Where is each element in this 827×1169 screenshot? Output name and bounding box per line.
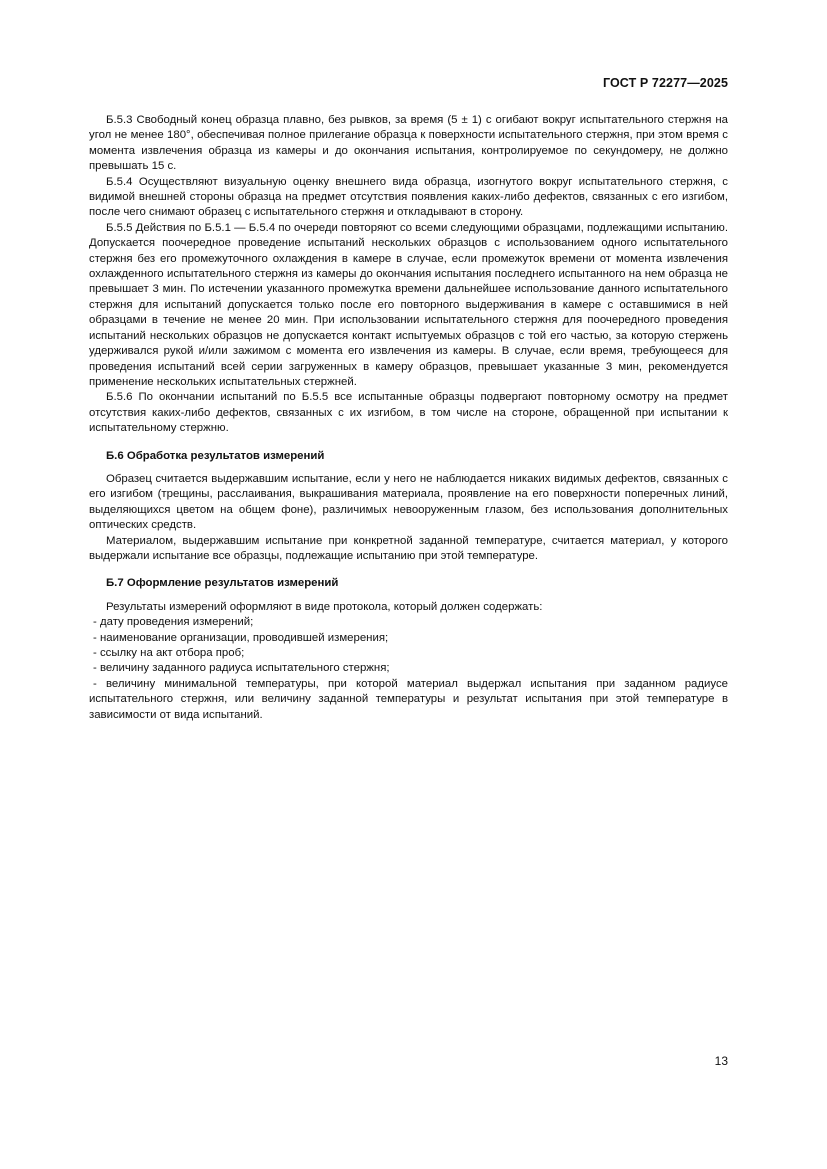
paragraph-b6-2: Материалом, выдержавшим испытание при конкретной заданной температуре, считается материал, у которого выдержали испытание все образцы, подлежащие испытанию при этой температуре. [89, 534, 728, 562]
paragraph-b5-3: Б.5.3 Свободный конец образца плавно, без рывков, за время (5 ± 1) с огибают вокруг испытательного стержня на угол не менее 180°, обеспечивая полное прилегание образца к поверхности испытательного стержня, при этом время с момента извлечения образца из камеры и до окончания испытания, контролируемое по секундомеру, не должно превышать 15 с. [89, 114, 728, 173]
list-item: - дату проведения измерений; [93, 616, 254, 629]
paragraph-b6-1: Образец считается выдержавшим испытание, если у него не наблюдается никаких видимых дефектов, связанных с его изгибом (трещины, расслаивания, выкрашивания материала, проявление на его поверхности поперечных линий, выделяющихся цветом на общем фоне), различимых невооруженным глазом, без использования дополнительных оптических средств. [89, 472, 728, 532]
list-item: - величину минимальной температуры, при которой материал выдержал испытания при заданном радиусе испытательного стержня, или величину заданной температуры и результат испытания при этой температуре в зависимости от вида испытаний. [89, 677, 728, 721]
page-number: 13 [714, 1054, 728, 1068]
paragraph-b5-4: Б.5.4 Осуществляют визуальную оценку внешнего вида образца, изогнутого вокруг испытательного стержня, с видимой внешней стороны образца на предмет отсутствия появления каких-либо дефектов, связанных с его изгибом, после чего снимают образец с испытательного стержня и откладывают в сторону. [89, 175, 728, 219]
document-code: ГОСТ Р 72277—2025 [602, 76, 728, 90]
list-item: - ссылку на акт отбора проб; [93, 647, 245, 659]
section-heading-b6: Б.6 Обработка результатов измерений [106, 449, 325, 462]
section-heading-b7: Б.7 Оформление результатов измерений [106, 577, 339, 590]
paragraph-b5-5: Б.5.5 Действия по Б.5.1 — Б.5.4 по очереди повторяют со всеми следующими образцами, подлежащими испытанию. Допускается поочередное проведение испытаний нескольких образцов с использованием одного испытательного стержня без его промежуточного охлаждения в камере в случае, если промежуток времени от момента извлечения охлажденного испытательного стержня из камеры до окончания испытания последнего испытанного на нем образца не превышает 3 мин. По истечении указанного промежутка времени дальнейшее использование данного испытательного стержня для испытаний допускается только после его повторного выдерживания в камере с оставшимися в ней образцами в течение не менее 20 мин. При использовании испытательного стержня для поочередного проведения испытаний нескольких образцов не допускается контакт испытуемых образцов с той его частью, за которую стержень удерживался рукой и/или зажимом с момента его извлечения из камеры. В случае, если время, требующееся для проведения испытаний всей серии загруженных в камеру образцов, превышает указанные 3 мин, рекомендуется применение нескольких испытательных стержней. [89, 221, 728, 388]
list-item: - величину заданного радиуса испытательного стержня; [93, 662, 390, 675]
paragraph-b7-intro: Результаты измерений оформляют в виде протокола, который должен содержать: [106, 600, 543, 613]
document-body [89, 113, 728, 723]
list-item: - наименование организации, проводившей измерения; [93, 631, 389, 644]
paragraph-b5-6: Б.5.6 По окончании испытаний по Б.5.5 все испытанные образцы подвергают повторному осмотру на предмет отсутствия каких-либо дефектов, связанных с их изгибом, в том числе на стороне, обращенной при испытании к испытательному стержню. [89, 391, 728, 435]
